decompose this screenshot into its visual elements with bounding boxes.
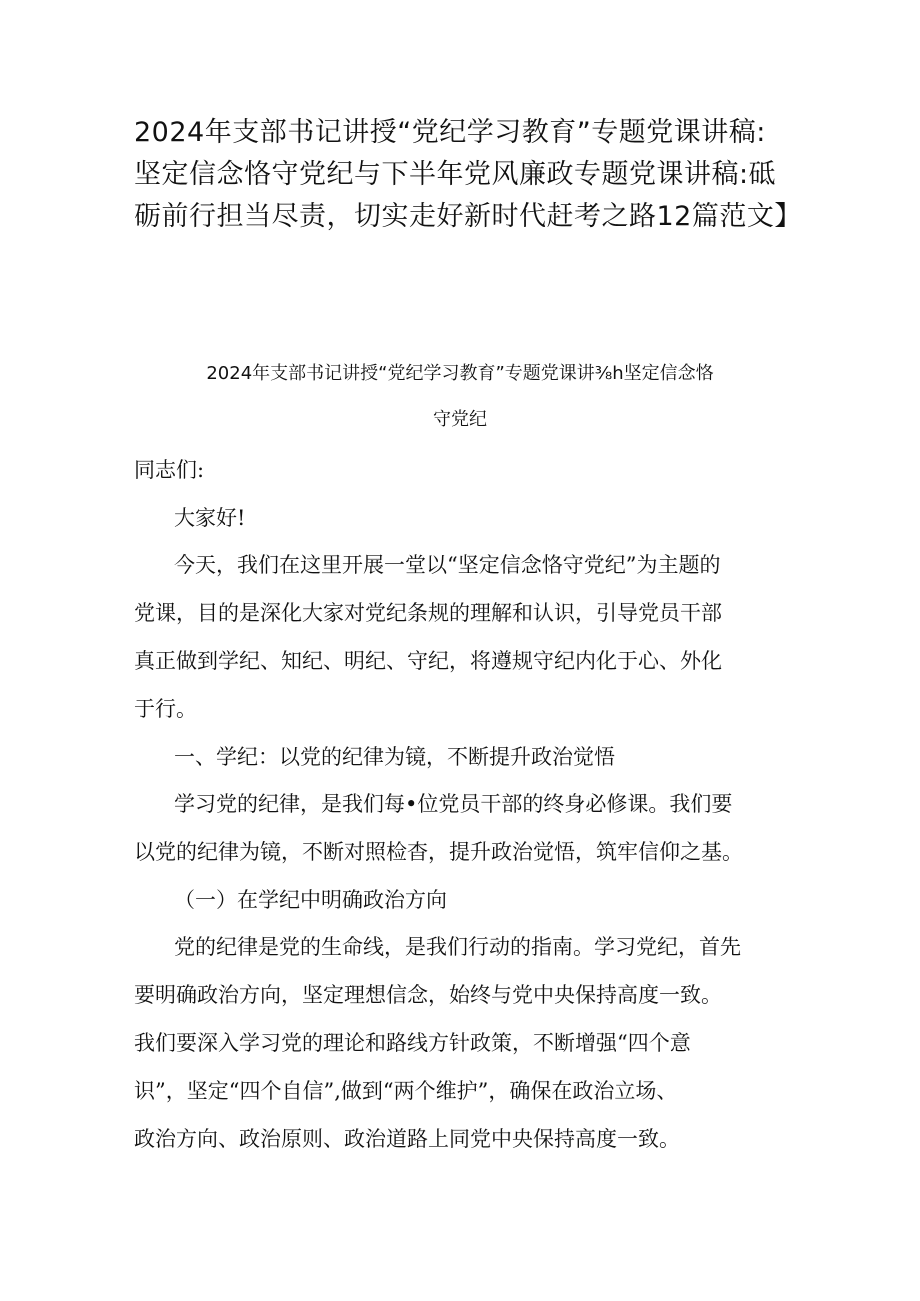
- section-paragraph: [134, 780, 794, 876]
- section-title-line: 守党纪: [433, 409, 487, 430]
- greeting-text: 同志们:: [134, 458, 205, 482]
- paragraph-line: 学习党的纪律，是我们每•位党员干部的终身必修课。我们要: [174, 792, 733, 816]
- paragraph-line: 要明确政治方向，坚定理想信念，始终与党中央保持高度一致。: [134, 983, 722, 1007]
- paragraph-line: 今天，我们在这里开展一堂以“坚定信念恪守党纪”为主题的: [174, 553, 721, 577]
- section-heading-text: 一、学纪：以党的纪律为镜，不断提升政治觉悟: [174, 745, 615, 769]
- paragraph-line: 我们要深入学习党的理论和路线方针政策，不断增强“四个意: [134, 1031, 691, 1055]
- subsection-heading-text: （一）在学纪中明确政治方向: [174, 888, 447, 912]
- document-title-line: 砺前行担当尽责，切实走好新时代赶考之路12篇范文】: [134, 201, 802, 232]
- document-title-line: 坚定信念恪守党纪与下半年党风廉政专题党课讲稿:砥: [134, 159, 777, 190]
- section-heading: [134, 733, 794, 781]
- paragraph-line: 于行。: [134, 697, 197, 721]
- greeting-paragraph: [134, 446, 794, 494]
- paragraph-line: 以党的纪律为镜，不断对照检杳，提升政治觉悟，筑牢信仰之基。: [134, 840, 743, 864]
- paragraph-line: 识”，坚定“四个自信”,做到“两个维护”，确保在政治立场、: [134, 1079, 678, 1103]
- section-title-line: 2024年支部书记讲授“党纪学习教育”专题党课讲⅜h坚定信念恪: [206, 363, 714, 384]
- subsection-heading: [134, 876, 794, 924]
- intro-paragraph: [134, 541, 794, 733]
- subsection-paragraph: [134, 923, 794, 1163]
- paragraph-line: 党的纪律是党的生命线，是我们行动的指南。学习党纪，首先: [174, 935, 741, 959]
- paragraph-line: 真正做到学纪、知纪、明纪、守纪，将遵规守纪内化于心、外化: [134, 649, 722, 673]
- document-title-line: 2024年支部书记讲授“党纪学习教育”专题党课讲稿:: [134, 117, 766, 148]
- paragraph-line: 政治方向、政治原则、政治道路上同党中央保持高度一致。: [134, 1127, 680, 1151]
- document-title: [134, 112, 802, 238]
- hello-text: 大家好!: [174, 506, 246, 530]
- paragraph-line: 党课，目的是深化大家对党纪条规的理解和认识，引导党员干部: [134, 601, 722, 625]
- hello-paragraph: [134, 494, 794, 542]
